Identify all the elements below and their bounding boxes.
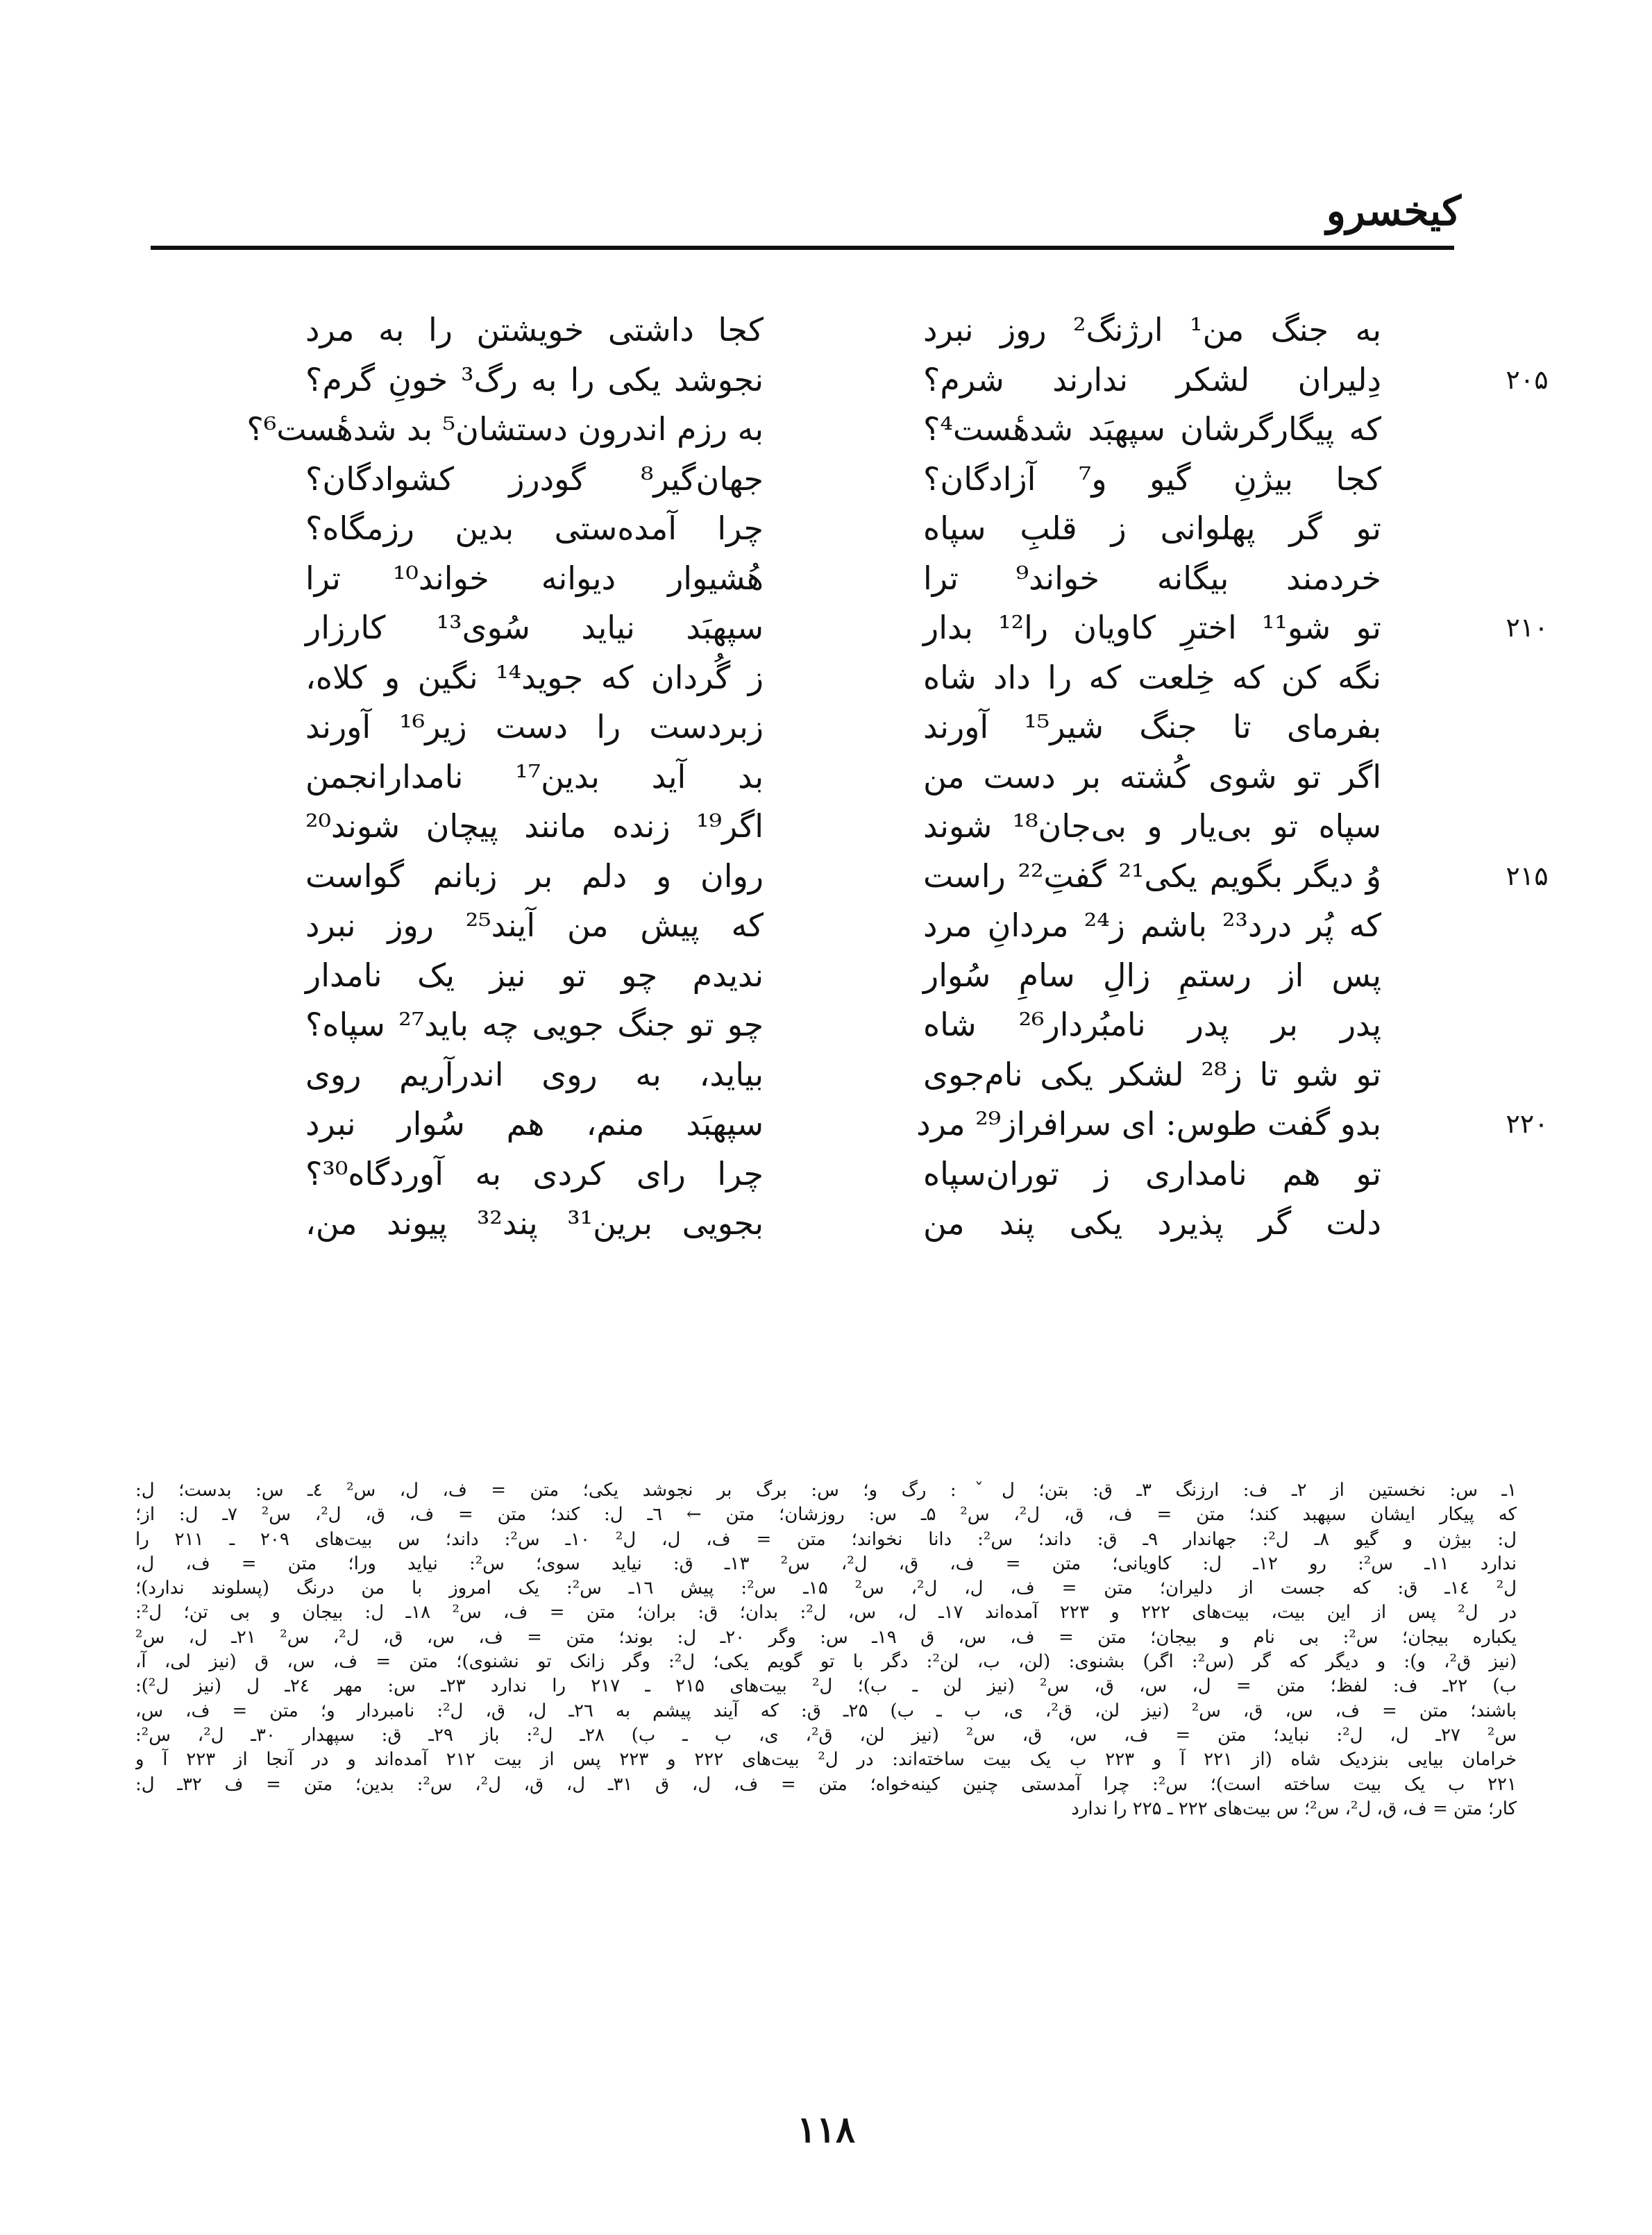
verse-first-hemistich: دلت گر پذیرد یکی پند من (923, 1204, 1381, 1242)
verse-row (264, 504, 1458, 554)
verse-row (264, 653, 1458, 703)
verse-second-hemistich: به رزم اندرون دستشان⁵ بد شدهٔست⁶؟ (246, 410, 764, 448)
footnote-line: ۲۲۱ ب یک بیت ساخته است)؛ س²: چرا آمدستی چنین کینه‌خواه؛ متن = ف، ل، ق ۳۱ـ ل، ق، ل²، س²: بدین؛ متن = ف ۳۲ـ ل: (135, 1773, 1517, 1795)
verse-row (264, 1199, 1458, 1249)
verse-row (264, 802, 1458, 852)
verse-second-hemistich: ندیدم چو تو نیز یک نامدار (305, 956, 764, 994)
verse-line-number: ۲۱۰ (1506, 612, 1549, 643)
verse-row (246, 405, 1458, 455)
verse-first-hemistich: پس از رستمِ زالِ سامِ سُوار (923, 956, 1381, 994)
verse-first-hemistich: نگه کن که خِلعت که را داد شاه (923, 658, 1381, 696)
page-number: ۱۱۸ (797, 2109, 855, 2151)
verse-first-hemistich: بفرمای تا جنگ شیر¹⁵ آورند (923, 708, 1381, 745)
verse-first-hemistich: تو گر پهلوانی ز قلبِ سپاه (923, 509, 1381, 547)
verse-first-hemistich: تو شو تا ز²⁸ لشکر یکی نام‌جوی (923, 1055, 1381, 1093)
verse-line-number: ۲۲۰ (1506, 1108, 1549, 1139)
verse-second-hemistich: چرا رای کردی به آوردگاه³⁰؟ (305, 1154, 764, 1192)
footnote-line: که پیکار ایشان سپهبد کند؛ متن = ف، ق، ل²، س² ۵ـ س: روزشان؛ متن ← ٦ـ ل: کند؛ متن = ف، ق، ل²، س² ۷ـ ل: از؛ (135, 1504, 1517, 1526)
verse-second-hemistich: روان و دلم بر زبانم گواست (305, 857, 764, 895)
footnotes (135, 1478, 1517, 1821)
verse-line-number: ۲۰۵ (1506, 364, 1549, 395)
verse-second-hemistich: چو تو جنگ جویی چه باید²⁷ سپاه؟ (305, 1006, 764, 1043)
footnote-line: ل: بیژن و گیو ۸ـ ل²: جهاندار ۹ـ ق: داند؛ س²: دانا نخواند؛ متن = ف، ل، ل² ۱۰ـ س²: داند؛ س بیت‌های ۲۰۹ ـ ۲۱۱ را (135, 1528, 1517, 1550)
verse-row (264, 305, 1458, 355)
verse-row (264, 852, 1549, 902)
footnote-line: س² ۲۷ـ ل، ل²: نباید؛ متن = ف، س، ق، س² (نیز لن، ق²، ی، ب ـ ب) ۲۸ـ ل²: باز ۲۹ـ ق: سپهدار ۳۰ـ ل²، س²: (135, 1724, 1517, 1746)
verse-second-hemistich: زبردست را دست زیر¹⁶ آورند (305, 708, 764, 745)
footnote-line: باشند؛ متن = ف، س، ق، س² (نیز لن، ق²، ی، ب ـ ب) ۲۵ـ ق: که آیند پیشم به ۲٦ـ ل، ق، ل²: نامبردار و؛ متن = ف، س، (135, 1700, 1517, 1721)
verse-second-hemistich: هُشیوار دیوانه خواند¹⁰ ترا (305, 559, 764, 597)
running-title: کیخسرو (1326, 187, 1461, 235)
verse-second-hemistich: بیاید، به روی اندرآریم روی (305, 1055, 764, 1093)
verse-row (264, 752, 1458, 802)
verse-first-hemistich: به جنگ من¹ ارژنگ² روز نبرد (923, 311, 1381, 348)
verse-second-hemistich: که پیش من آیند²⁵ روز نبرد (305, 906, 764, 944)
footnote-line: کار؛ متن = ف، ق، ل²، س²؛ س بیت‌های ۲۲۲ ـ ۲۲۵ را ندارد (1071, 1798, 1517, 1819)
verse-first-hemistich: سپاه تو بی‌یار و بی‌جان¹⁸ شوند (923, 807, 1381, 845)
verse-first-hemistich: پدر بر پدر نامبُردار²⁶ شاه (923, 1006, 1381, 1043)
verse-first-hemistich: دِلیران لشکر ندارند شرم؟ (923, 360, 1381, 398)
verse-second-hemistich: سپهبَد منم، هم سُوار نبرد (305, 1105, 764, 1142)
verse-second-hemistich: ز گُردان که جوید¹⁴ نگین و کلاه، (305, 658, 764, 696)
footnote-line: (نیز ق²، و): و دیگر که گر (س²: اگر) بشنوی: (لن، ب، لن²: دگر با تو گویم یکی؛ ل²: وگر زانک تو نشنوی)؛ متن = ف، س، ق (نیز لی، آ، (135, 1651, 1517, 1673)
footnote-line: ب) ۲۲ـ ف: لفظ؛ متن = ل، س، ق، س² (نیز لن ـ ب)؛ ل² بیت‌های ۲۱۵ ـ ۲۱۷ را ندارد ۲۳ـ س: مهر ۲٤ـ ل (نیز ل²): (135, 1676, 1517, 1697)
verse-row (264, 1099, 1549, 1149)
footnote-line: ل² ۱٤ـ ق: که جست از دلیران؛ متن = ف، ل، ل²، س² ۱۵ـ س²: پیش ۱٦ـ س²: یک امروز با من درنگ (پسلوند ندارد)؛ (135, 1578, 1517, 1599)
verse-second-hemistich: چرا آمده‌ستی بدین رزمگاه؟ (305, 509, 764, 547)
verse-first-hemistich: که پُر درد²³ باشم ز²⁴ مردانِ مرد (923, 906, 1382, 944)
verse-second-hemistich: جهان‌گیر⁸ گودرز کشوادگان؟ (305, 459, 764, 498)
verse-row (264, 355, 1549, 405)
verse-row (264, 455, 1458, 505)
verse-second-hemistich: بجویی برین³¹ پند³² پیوند من، (305, 1204, 764, 1242)
verse-first-hemistich: کجا بیژنِ گیو و⁷ آزادگان؟ (923, 459, 1381, 498)
verse-block (246, 305, 1549, 1249)
footnote-line: یکباره بیجان؛ س²: بی نام و بیجان؛ متن = ف، س، ق ۱۹ـ س: وگر ۲۰ـ ل: بوند؛ متن = ف، س، ق، ل²، س² ۲۱ـ ل، س² (135, 1626, 1517, 1648)
footnote-line: خرامان بیایی بنزدیک شاه (از ۲۲۱ آ و ۲۲۳ ب یک بیت ساخته‌اند: در ل² بیت‌های ۲۲۲ و ۲۲۳ پس از بیت ۲۱۲ آمده‌اند و در آنجا از ۲۲۳ آ و (135, 1749, 1517, 1771)
footnote-line: ندارد ۱۱ـ س²: رو ۱۲ـ ل: کاویانی؛ متن = ف، ق، ل²، س² ۱۳ـ ق: نیاید سوی؛ س²: نیاید ورا؛ متن = ف، ل، (135, 1553, 1517, 1574)
footnote-line: ۱ـ س: نخستین از ۲ـ ف: ارزنگ ۳ـ ق: بتن؛ لˇ: رگ و؛ س: برگ بر نجوشد یکی؛ متن = ف، ل، س² ٤ـ س: بدست؛ ل: (135, 1480, 1517, 1501)
verse-second-hemistich: اگر¹⁹ زنده مانند پیچان شوند²⁰ (305, 807, 764, 845)
verse-second-hemistich: سپهبَد نیاید سُوی¹³ کارزار (305, 609, 764, 646)
header-rule (151, 246, 1454, 250)
verse-row (264, 1149, 1458, 1199)
verse-first-hemistich: تو شو¹¹ اخترِ کاویان را¹² بدار (923, 609, 1381, 646)
verse-first-hemistich: خردمند بیگانه خواند⁹ ترا (923, 559, 1381, 597)
verse-row (264, 951, 1458, 1001)
verse-row (264, 554, 1458, 604)
verse-row (264, 702, 1458, 752)
verse-line-number: ۲۱۵ (1506, 860, 1549, 891)
verse-first-hemistich: تو هم نامداری ز توران‌سپاه (923, 1154, 1381, 1192)
verse-row (264, 1000, 1458, 1050)
verse-first-hemistich: اگر تو شوی کُشته بر دست من (923, 757, 1381, 795)
footnote-line: در ل² پس از این بیت، بیت‌های ۲۲۲ و ۲۲۳ آمده‌اند ۱۷ـ ل، س، ل²: بدان؛ ق: بران؛ متن = ف، س² ۱۸ـ ل: بیجان و بی تن؛ ل²: (135, 1602, 1517, 1623)
verse-second-hemistich: کجا داشتی خویشتن را به مرد (305, 311, 764, 348)
verse-second-hemistich: بد آید بدین¹⁷ نامدارانجمن (305, 757, 764, 795)
verse-second-hemistich: نجوشد یکی را به رگ³ خونِ گرم؟ (305, 360, 764, 398)
verse-first-hemistich: که پیگارگرشان سپهبَد شدهٔست⁴؟ (923, 410, 1381, 448)
verse-row (264, 603, 1549, 653)
verse-row (264, 901, 1458, 951)
verse-row (264, 1050, 1458, 1100)
verse-first-hemistich: وُ دیگر بگویم یکی²¹ گفتِ²² راست (923, 857, 1382, 895)
verse-first-hemistich: بدو گفت طوس: ای سرافراز²⁹ مرد (916, 1105, 1381, 1142)
